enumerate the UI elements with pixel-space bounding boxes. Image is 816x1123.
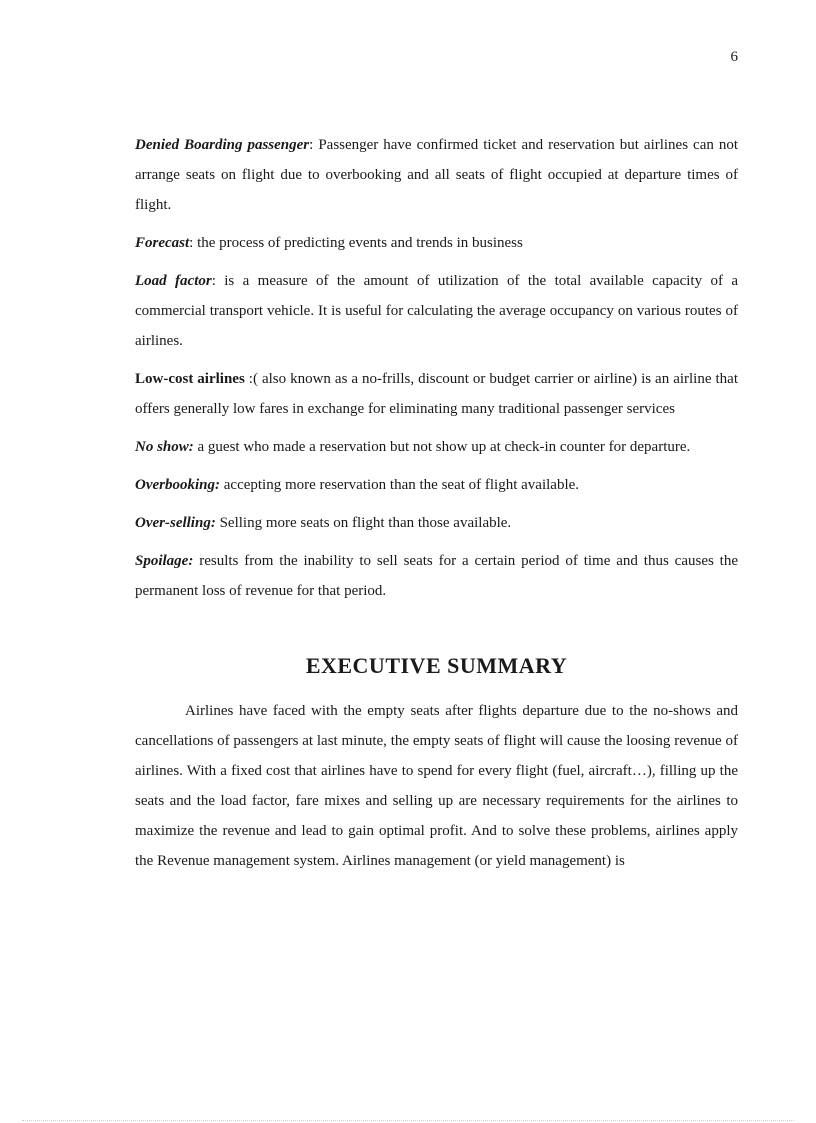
page-number: 6 bbox=[730, 49, 738, 65]
definition-forecast bbox=[135, 228, 738, 258]
term-separator: : bbox=[244, 371, 253, 387]
term-over-selling: Over-selling: bbox=[135, 515, 216, 531]
definition-spoilage bbox=[135, 546, 738, 606]
definition-text: is a measure of the amount of utilization of the total available capacity of a commercial transport vehicle. It is useful for calculating the average occupancy on various routes of airlines. bbox=[135, 273, 738, 349]
definition-over-selling bbox=[135, 508, 738, 538]
term-separator: : bbox=[189, 235, 198, 251]
definition-load-factor bbox=[135, 266, 738, 356]
page-bottom-divider bbox=[22, 1120, 794, 1121]
definition-text: results from the inability to sell seats for a certain period of time and thus causes the permanent loss of revenue for that period. bbox=[135, 553, 739, 599]
term-denied-boarding: Denied Boarding passenger bbox=[135, 137, 310, 153]
definition-text: the process of predicting events and trends in business bbox=[197, 235, 523, 251]
term-overbooking: Overbooking: bbox=[135, 477, 220, 493]
term-separator: : bbox=[309, 137, 319, 153]
term-spoilage: Spoilage: bbox=[135, 553, 194, 569]
definition-low-cost-airlines bbox=[135, 364, 738, 424]
definition-text: ( also known as a no-frills, discount or budget carrier or airline) is an airline that offers generally low fares in exchange for eliminating many traditional passenger services bbox=[135, 371, 738, 417]
term-no-show: No show: bbox=[135, 439, 194, 455]
term-load-factor: Load factor bbox=[135, 273, 212, 289]
term-forecast: Forecast bbox=[135, 235, 190, 251]
summary-paragraph: Airlines have faced with the empty seats after flights departure due to the no-shows and cancellations of passengers at last minute, the empty seats of flight will cause the loosing revenue of airlines. With a fixed cost that airlines have to spend for every flight (fuel, aircraft…), filling up the seats and the load factor, fare mixes and selling up are necessary requirements for the airlines to maximize the revenue and lead to gain optimal profit. And to solve these problems, airlines apply the Revenue management system. Airlines management (or yield management) is bbox=[135, 703, 738, 869]
definition-text: accepting more reservation than the seat of flight available. bbox=[223, 477, 580, 493]
section-heading: EXECUTIVE SUMMARY bbox=[305, 653, 568, 678]
definition-text: Selling more seats on flight than those available. bbox=[219, 515, 512, 531]
definition-text: Passenger have confirmed ticket and reservation but airlines can not arrange seats on flight due to overbooking and all seats of flight occupied at departure times of flight. bbox=[135, 137, 739, 213]
page-content bbox=[135, 130, 738, 876]
term-separator: : bbox=[211, 273, 225, 289]
definition-denied-boarding bbox=[135, 130, 738, 220]
definition-text: a guest who made a reservation but not show up at check-in counter for departure. bbox=[197, 439, 691, 455]
definition-no-show bbox=[135, 432, 738, 462]
term-low-cost-airlines: Low-cost airlines bbox=[135, 371, 245, 387]
definition-overbooking bbox=[135, 470, 738, 500]
